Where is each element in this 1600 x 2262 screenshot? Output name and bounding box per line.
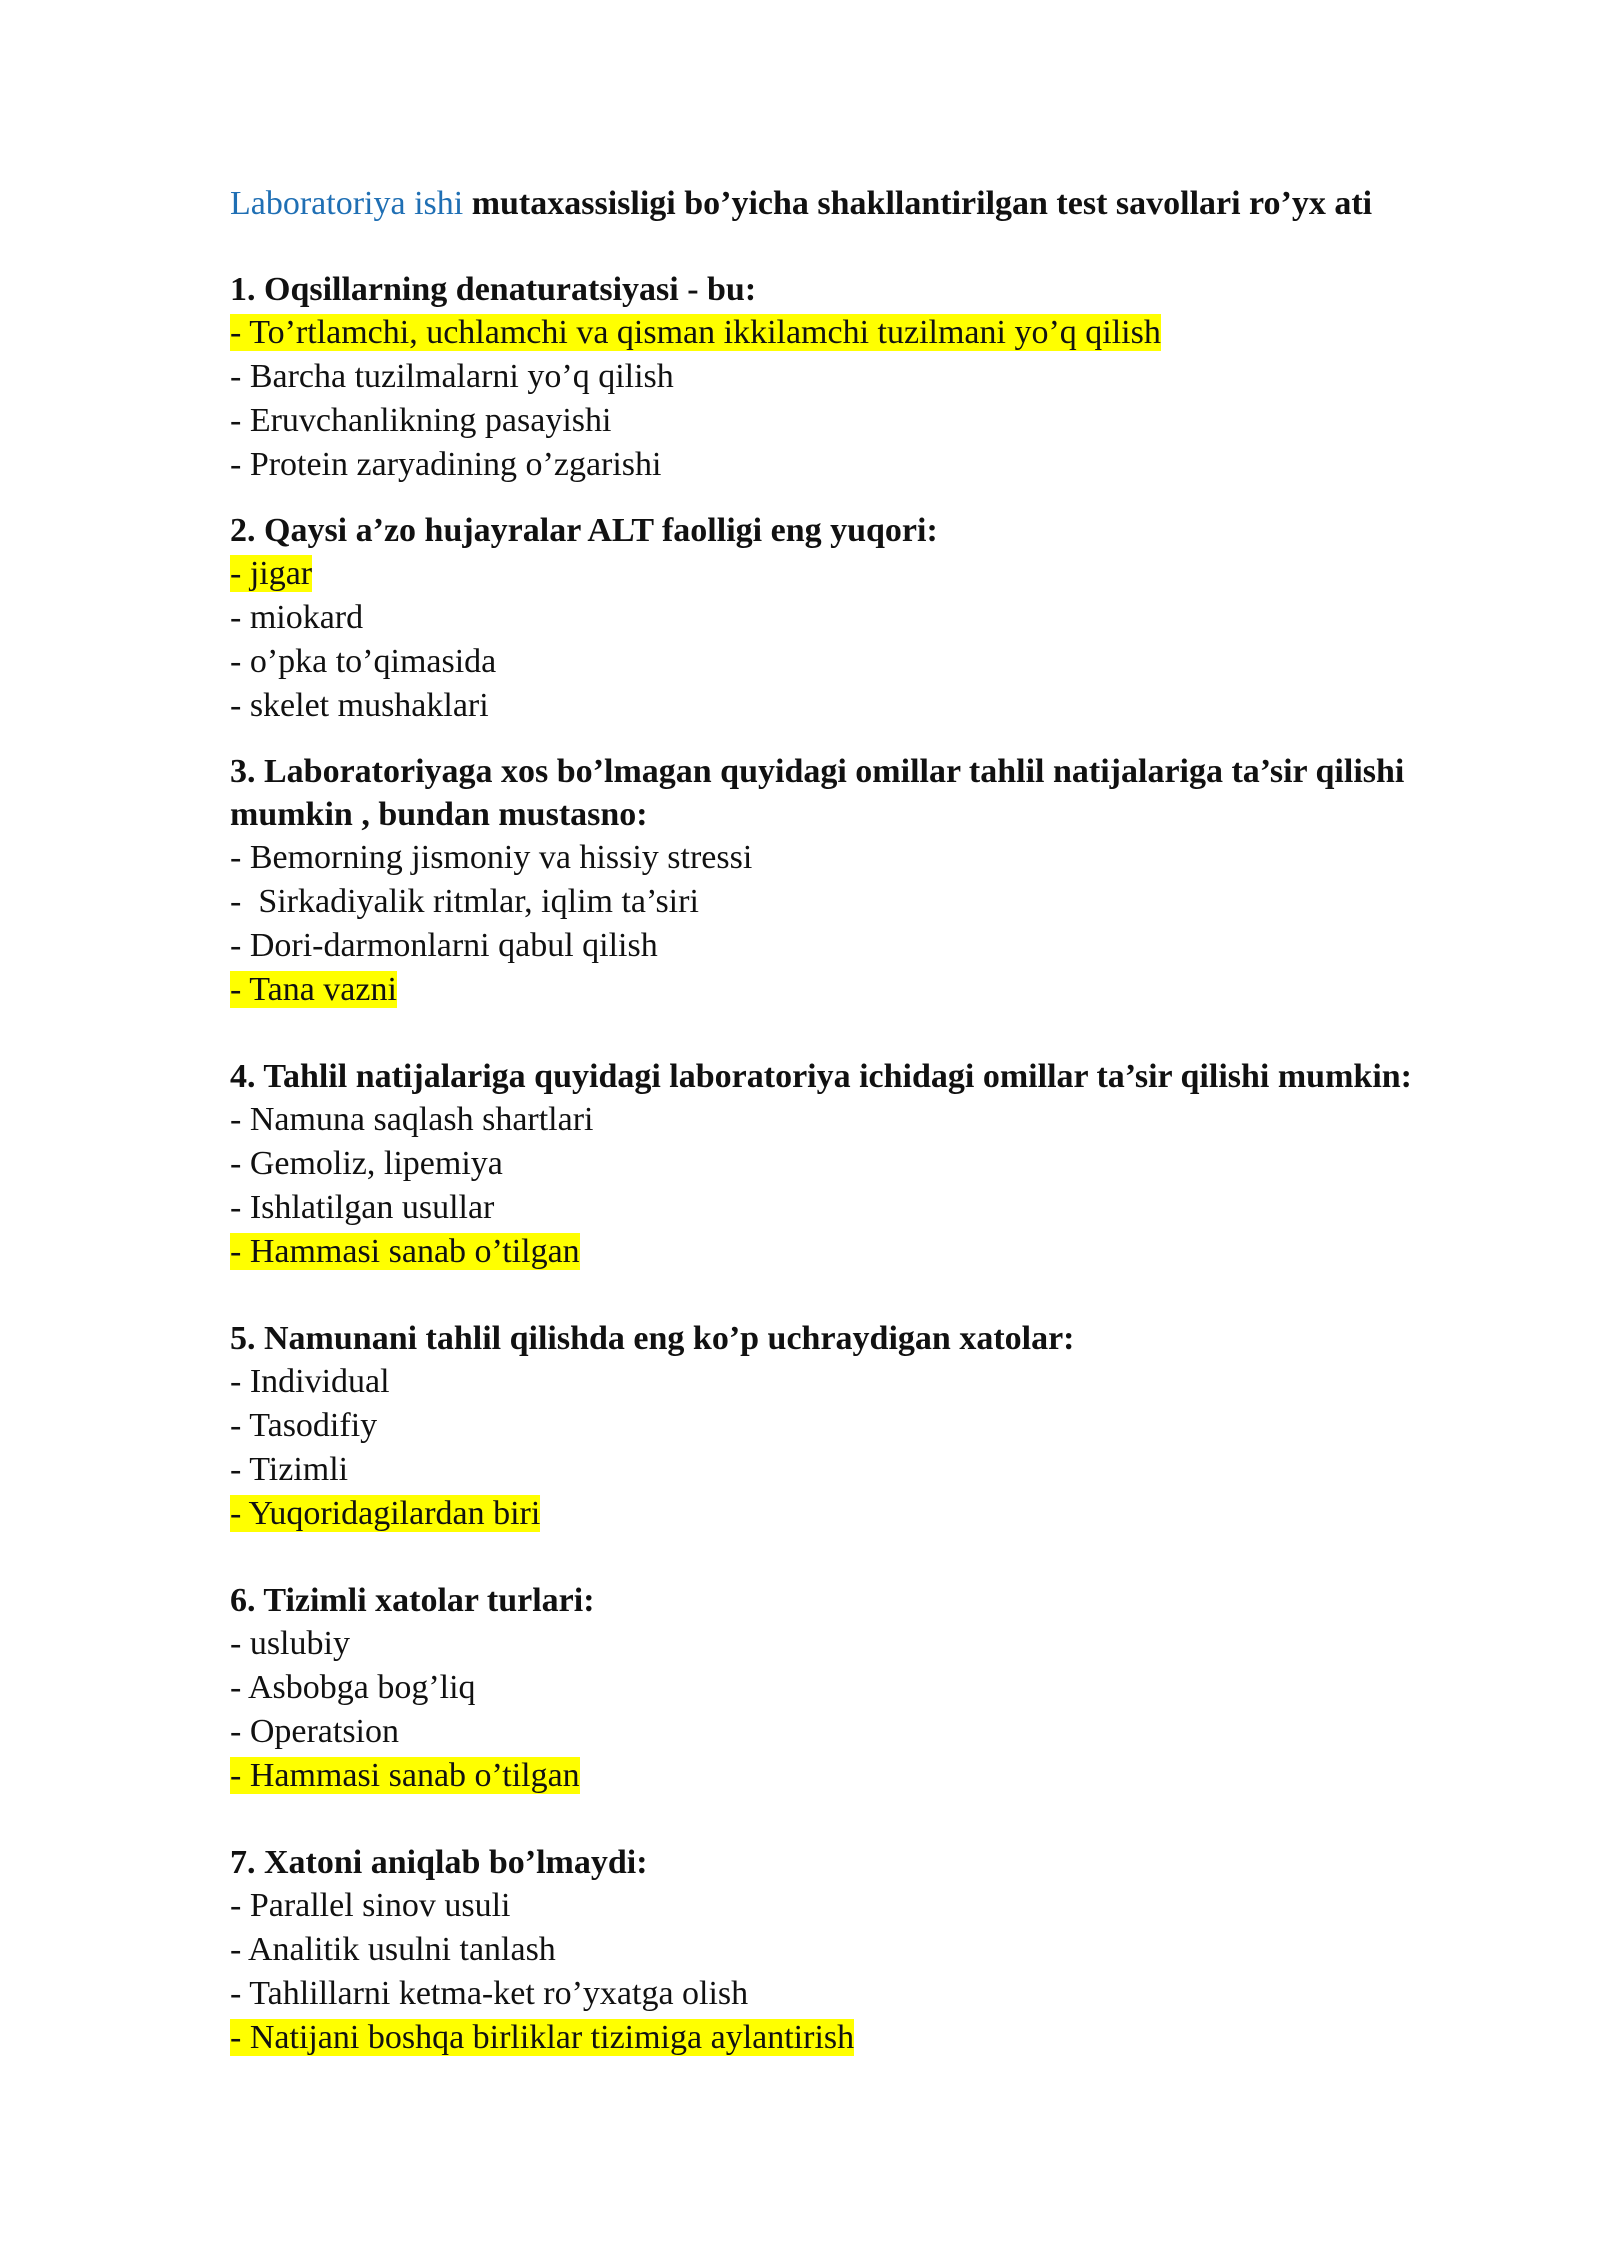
document-page [230,182,1500,2103]
answer-text: - skelet mushaklari [230,687,489,724]
answer-option-correct [230,311,1500,355]
answer-text: - Gemoliz, lipemiya [230,1145,503,1182]
answer-text: - Operatsion [230,1713,400,1750]
answer-option-correct [230,1230,1500,1274]
document-title-rest: mutaxassisligi bo’yicha shakllantirilgan test savollari ro’yx ati [463,185,1373,222]
answer-text: - o’pka to’qimasida [230,643,497,680]
highlighted-correct-answer: - To’rtlamchi, uchlamchi va qisman ikkilamchi tuzilmani yo’q qilish [230,314,1161,351]
answer-text: - Ishlatilgan usullar [230,1189,495,1226]
answer-text: - Tizimli [230,1451,349,1488]
answer-text: - Barcha tuzilmalarni yo’q qilish [230,358,674,395]
answer-text: - Asbobga bog’liq [230,1669,476,1706]
answer-option [230,640,1500,684]
question-text: 5. Namunani tahlil qilishda eng ko’p uchraydigan xatolar: [230,1320,1075,1357]
answer-text: - Individual [230,1363,390,1400]
answer-option-correct [230,1492,1500,1536]
question-5 [230,1317,1500,1536]
question-text: 2. Qaysi a’zo hujayralar ALT faolligi eng yuqori: [230,512,938,549]
answer-option-correct [230,2016,1500,2060]
highlighted-correct-answer: - Yuqoridagilardan biri [230,1495,541,1532]
answer-text: - uslubiy [230,1625,350,1662]
answer-option [230,443,1500,487]
question-text: 4. Tahlil natijalariga quyidagi laboratoriya ichidagi omillar ta’sir qilishi mumkin: [230,1058,1412,1095]
answer-option [230,1448,1500,1492]
answer-text: - Dori-darmonlarni qabul qilish [230,927,658,964]
answer-text: - Tahlillarni ketma-ket ro’yxatga olish [230,1975,749,2012]
question-4 [230,1055,1500,1274]
answer-option [230,1710,1500,1754]
answer-option [230,1098,1500,1142]
document-title-subject: Laboratoriya ishi [230,185,464,222]
answer-list [230,552,1500,728]
question-1 [230,268,1500,487]
answer-option [230,1142,1500,1186]
answer-text: - Protein zaryadining o’zgarishi [230,446,662,483]
highlighted-correct-answer: - Hammasi sanab o’tilgan [230,1757,580,1794]
answer-option [230,684,1500,728]
answer-option [230,596,1500,640]
highlighted-correct-answer: - Hammasi sanab o’tilgan [230,1233,580,1270]
answer-text: - Tasodifiy [230,1407,378,1444]
answer-option [230,1360,1500,1404]
answer-option [230,880,1500,924]
document-title [230,182,1500,226]
answer-option [230,924,1500,968]
answer-option [230,355,1500,399]
highlighted-correct-answer: - Natijani boshqa birliklar tizimiga aylantirish [230,2019,855,2056]
answer-option [230,1404,1500,1448]
answer-list [230,1360,1500,1536]
answer-text: - miokard [230,599,364,636]
answer-option-correct [230,552,1500,596]
answer-list [230,836,1500,1012]
answer-option [230,1666,1500,1710]
answer-text: - Eruvchanlikning pasayishi [230,402,612,439]
answer-option-correct [230,968,1500,1012]
question-text: 6. Tizimli xatolar turlari: [230,1582,595,1619]
answer-option [230,399,1500,443]
answer-text: - Analitik usulni tanlash [230,1931,556,1968]
highlighted-correct-answer: - Tana vazni [230,971,397,1008]
answer-option [230,836,1500,880]
question-2 [230,509,1500,728]
answer-text: - Parallel sinov usuli [230,1887,511,1924]
question-3 [230,750,1500,1012]
answer-text: - Namuna saqlash shartlari [230,1101,594,1138]
answer-option [230,1972,1500,2016]
answer-option [230,1884,1500,1928]
answer-text: - Sirkadiyalik ritmlar, iqlim ta’siri [230,883,699,920]
answer-list [230,1098,1500,1274]
answer-list [230,1884,1500,2060]
highlighted-correct-answer: - jigar [230,555,313,592]
answer-list [230,1622,1500,1798]
answer-option [230,1186,1500,1230]
answer-text: - Bemorning jismoniy va hissiy stressi [230,839,753,876]
answer-list [230,311,1500,487]
answer-option [230,1928,1500,1972]
question-text: 3. Laboratoriyaga xos bo’lmagan quyidagi omillar tahlil natijalariga ta’sir qilishi mumkin , bundan mustasno: [230,753,1405,833]
answer-option [230,1622,1500,1666]
question-6 [230,1579,1500,1798]
answer-option-correct [230,1754,1500,1798]
question-7 [230,1841,1500,2060]
question-text: 1. Oqsillarning denaturatsiyasi - bu: [230,271,757,308]
question-text: 7. Xatoni aniqlab bo’lmaydi: [230,1844,648,1881]
question-list [230,268,1500,2060]
